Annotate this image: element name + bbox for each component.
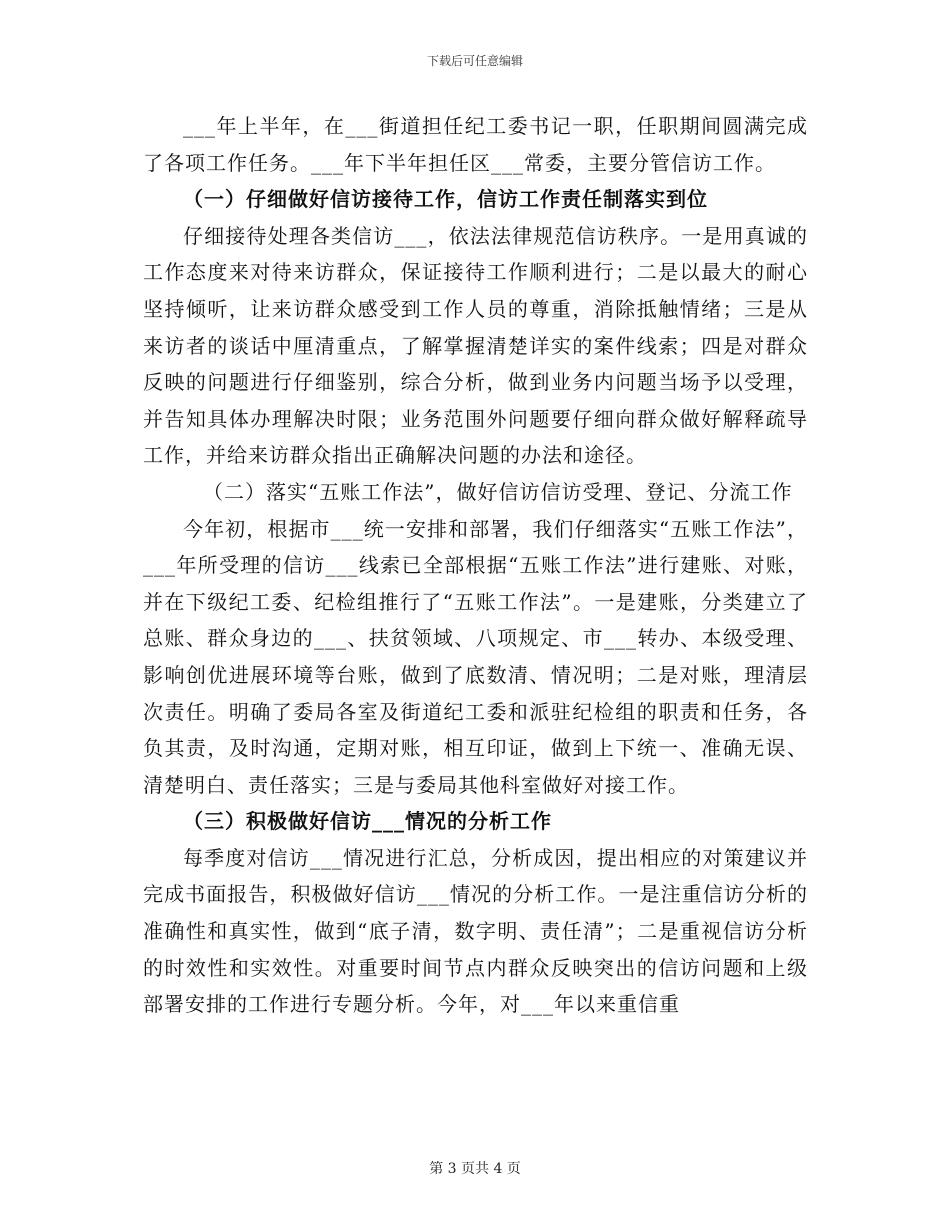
page-header: 下载后可任意编辑 (426, 54, 523, 68)
section-3-paragraph: 每季度对信访___情况进行汇总，分析成因，提出相应的对策建议并完成书面报告，积极做好信访___情况的分析工作。一是注重信访分析的准确性和真实性，做到“底子清，数字明、责任清”；二是重视信访分析的时效性和实效性。对重要时间节点内群众反映突出的信访问题和上级部署安排的工作进行专题分析。今年，对___年以来重信重 (143, 845, 808, 1017)
document-body (143, 108, 808, 1023)
section-1-paragraph: 仔细接待处理各类信访___，依法法律规范信访秩序。一是用真诚的工作态度来对待来访群众，保证接待工作顺利进行；二是以最大的耐心坚持倾听，让来访群众感受到工作人员的尊重，消除抵触情绪；三是从来访者的谈话中厘清重点，了解掌握清楚详实的案件线索；四是对群众反映的问题进行仔细鉴别，综合分析，做到业务内问题当场予以受理，并告知具体办理解决时限；业务范围外问题要仔细向群众做好解释疏导工作，并给来访群众指出正确解决问题的办法和途径。 (143, 223, 808, 468)
section-heading-3: （三）积极做好信访___情况的分析工作 (183, 809, 552, 834)
section-heading-2: （二）落实“五账工作法”，做好信访信访受理、登记、分流工作 (203, 479, 793, 504)
section-heading-1: （一）仔细做好信访接待工作，信访工作责任制落实到位 (183, 187, 708, 212)
intro-paragraph: ___年上半年，在___街道担任纪工委书记一职，任职期间圆满完成了各项工作任务。___年下半年担任区___常委，主要分管信访工作。 (143, 114, 808, 175)
page-footer: 第 3 页共 4 页 (429, 1161, 521, 1177)
section-2-paragraph: 今年初，根据市___统一安排和部署，我们仔细落实“五账工作法”，___年所受理的信访___线索已全部根据“五账工作法”进行建账、对账，并在下级纪工委、纪检组推行了“五账工作法”。一是建账，分类建立了总账、群众身边的___、扶贫领域、八项规定、市___转办、本级受理、影响创优进展环境等台账，做到了底数清、情况明；二是对账，理清层次责任。明确了委局各室及街道纪工委和派驻纪检组的职责和任务，各负其责，及时沟通，定期对账，相互印证，做到上下统一、准确无误、清楚明白、责任落实；三是与委局其他科室做好对接工作。 (143, 516, 808, 797)
